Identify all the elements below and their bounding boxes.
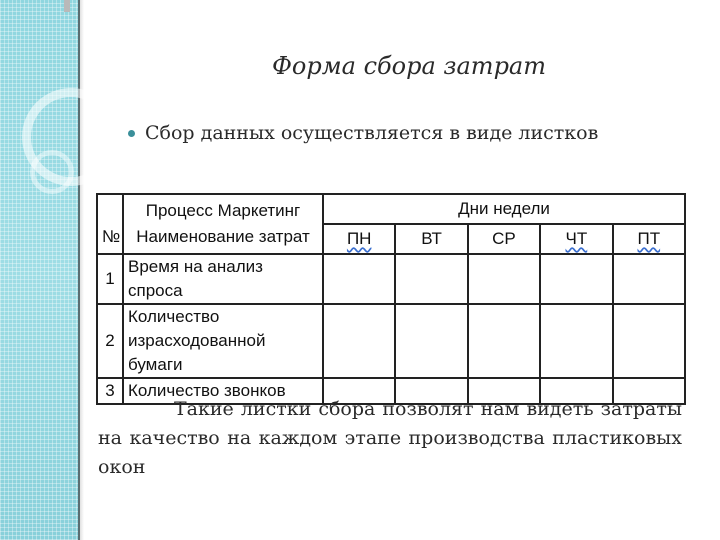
side-band-shadow xyxy=(80,0,84,540)
bullet-text: Сбор данных осуществляется в виде листков xyxy=(145,122,599,144)
bullet-item xyxy=(128,122,598,144)
table-row xyxy=(97,304,685,378)
header-process-line2: Наименование затрат xyxy=(136,227,310,246)
slide-title: Форма сбора затрат xyxy=(272,52,546,80)
decorative-notch xyxy=(64,0,70,12)
header-day-thu: ЧТ xyxy=(540,224,612,254)
header-day-mon: ПН xyxy=(323,224,395,254)
header-day-fri: ПТ xyxy=(613,224,685,254)
row-cost-name xyxy=(123,304,323,378)
decorative-side-band xyxy=(0,0,80,540)
table-cell xyxy=(323,304,395,378)
header-days: Дни недели xyxy=(323,194,685,224)
decorative-ring-small xyxy=(30,150,74,194)
bullet-dot-icon xyxy=(128,130,135,137)
cost-collection-table xyxy=(96,193,686,405)
table-header-row-1 xyxy=(97,194,685,224)
table-row xyxy=(97,254,685,304)
summary-note: Такие листки сбора позволят нам видеть затраты на качество на каждом этапе производства пластиковых окон xyxy=(98,398,682,478)
row-cost-name-line1: Количество xyxy=(128,307,220,326)
row-number: 1 xyxy=(97,254,123,304)
table-cell xyxy=(395,254,467,304)
row-cost-name: Количество звонков xyxy=(123,378,323,404)
header-day-tue: ВТ xyxy=(395,224,467,254)
table-cell xyxy=(323,254,395,304)
header-process xyxy=(123,194,323,254)
table-cell xyxy=(540,254,612,304)
row-cost-name: Время на анализ спроса xyxy=(123,254,323,304)
table-cell xyxy=(468,254,540,304)
table-cell xyxy=(540,304,612,378)
table-cell xyxy=(613,254,685,304)
table-cell xyxy=(613,304,685,378)
row-number: 3 xyxy=(97,378,123,404)
header-number xyxy=(97,194,123,254)
header-number-label: № xyxy=(102,227,121,246)
table-cell xyxy=(395,304,467,378)
row-cost-name-line2: израсходованной бумаги xyxy=(128,331,266,374)
header-process-line1: Процесс Маркетинг xyxy=(145,201,301,220)
row-number: 2 xyxy=(97,304,123,378)
header-day-wed: СР xyxy=(468,224,540,254)
table-cell xyxy=(468,304,540,378)
